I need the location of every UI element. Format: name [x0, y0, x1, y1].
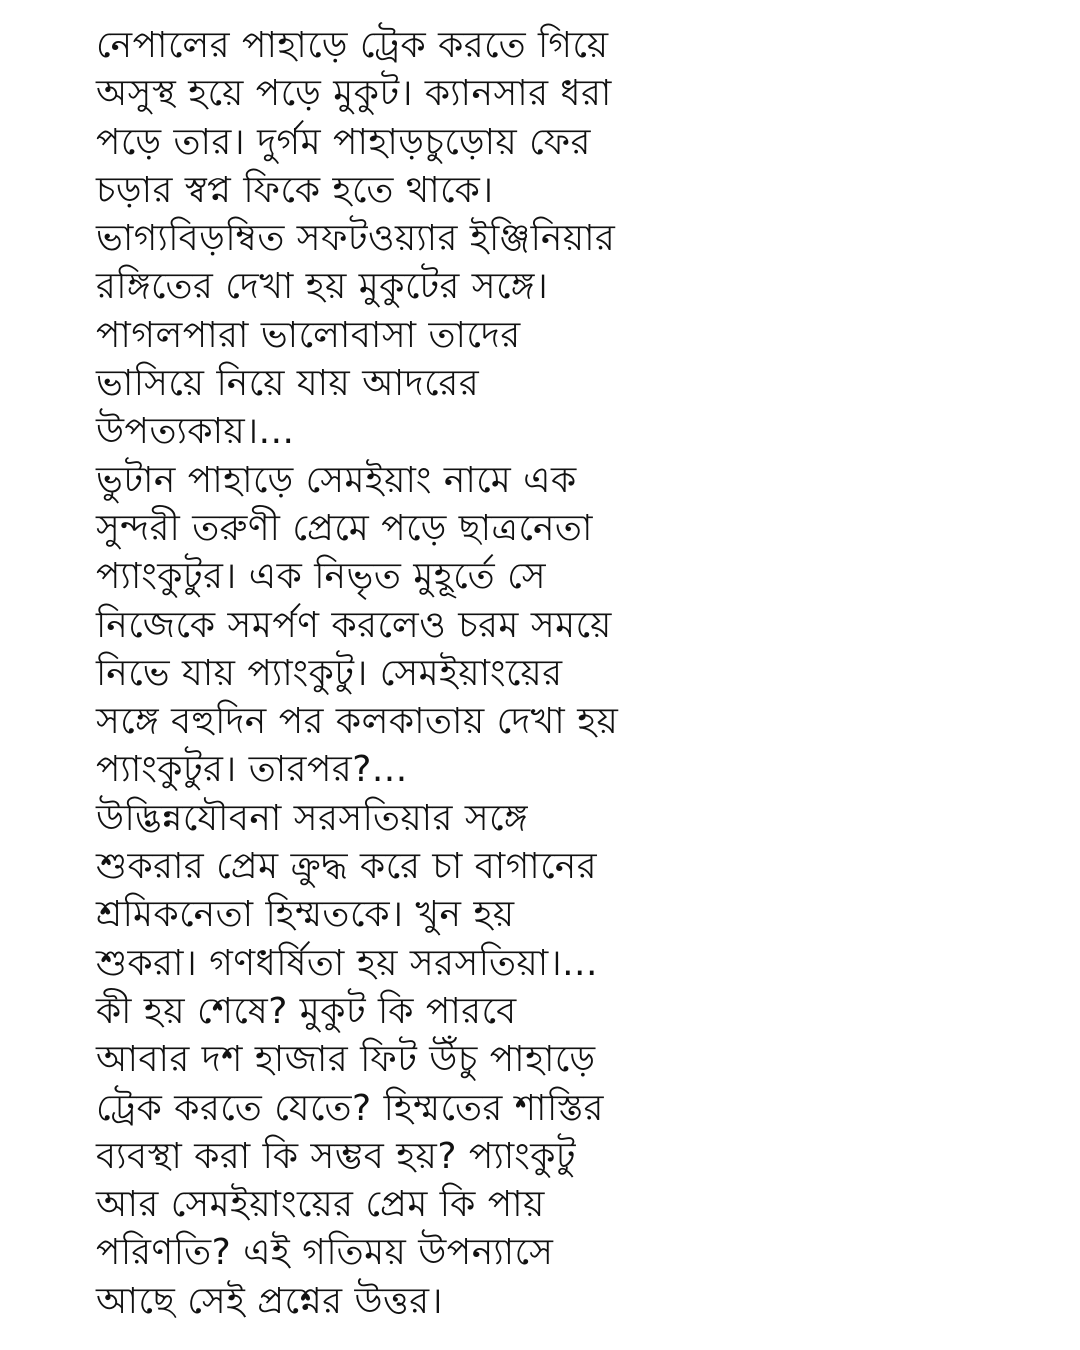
text-line: কী হয় শেষে? মুকুট কি পারবে: [96, 990, 517, 1032]
text-line: উপত্যকায়।...: [96, 411, 295, 453]
text-line: আছে সেই প্রশ্নের উত্তর।: [96, 1280, 443, 1322]
text-line: রঙ্গিতের দেখা হয় মুকুটের সঙ্গে।: [96, 266, 549, 308]
text-line: চড়ার স্বপ্ন ফিকে হতে থাকে।: [96, 169, 494, 211]
text-line: পড়ে তার। দুর্গম পাহাড়চুড়োয় ফের: [96, 121, 591, 163]
text-line: নিভে যায় প্যাংকুটু। সেমইয়াংয়ের: [96, 652, 563, 694]
text-line: প্যাংকুটুর। এক নিভৃত মুহূর্তে সে: [96, 556, 547, 598]
text-line: পরিণতি? এই গতিময় উপন্যাসে: [96, 1232, 554, 1274]
text-line: আর সেমইয়াংয়ের প্রেম কি পায়: [96, 1184, 545, 1226]
text-line: সুন্দরী তরুণী প্রেমে পড়ে ছাত্রনেতা: [96, 507, 593, 549]
text-line: পাগলপারা ভালোবাসা তাদের: [96, 314, 521, 356]
text-line: শুকরা। গণধর্ষিতা হয় সরসতিয়া।...: [96, 942, 598, 984]
text-line: ভাগ্যবিড়ম্বিত সফটওয়্যার ইঞ্জিনিয়ার: [96, 218, 616, 260]
text-line: ভাসিয়ে নিয়ে যায় আদরের: [96, 363, 480, 405]
blurb-text: [96, 22, 1016, 1326]
text-line: ভুটান পাহাড়ে সেমইয়াং নামে এক: [96, 459, 577, 501]
text-line: প্যাংকুটুর। তারপর?...: [96, 749, 408, 791]
text-line: নিজেকে সমর্পণ করলেও চরম সময়ে: [96, 604, 612, 646]
text-line: ব্যবস্থা করা কি সম্ভব হয়? প্যাংকুটু: [96, 1135, 577, 1177]
text-line: সঙ্গে বহুদিন পর কলকাতায় দেখা হয়: [96, 701, 619, 743]
text-line: নেপালের পাহাড়ে ট্রেক করতে গিয়ে: [96, 25, 609, 66]
text-line: শুকরার প্রেম ক্রুদ্ধ করে চা বাগানের: [96, 846, 597, 888]
text-line: ট্রেক করতে যেতে? হিম্মতের শাস্তির: [96, 1087, 604, 1129]
text-line: আবার দশ হাজার ফিট উঁচু পাহাড়ে: [96, 1039, 596, 1081]
text-line: শ্রমিকনেতা হিম্মতকে। খুন হয়: [96, 894, 515, 936]
text-line: উদ্ভিন্নযৌবনা সরসতিয়ার সঙ্গে: [96, 797, 528, 839]
text-line: অসুস্থ হয়ে পড়ে মুকুট। ক্যানসার ধরা: [96, 73, 612, 115]
